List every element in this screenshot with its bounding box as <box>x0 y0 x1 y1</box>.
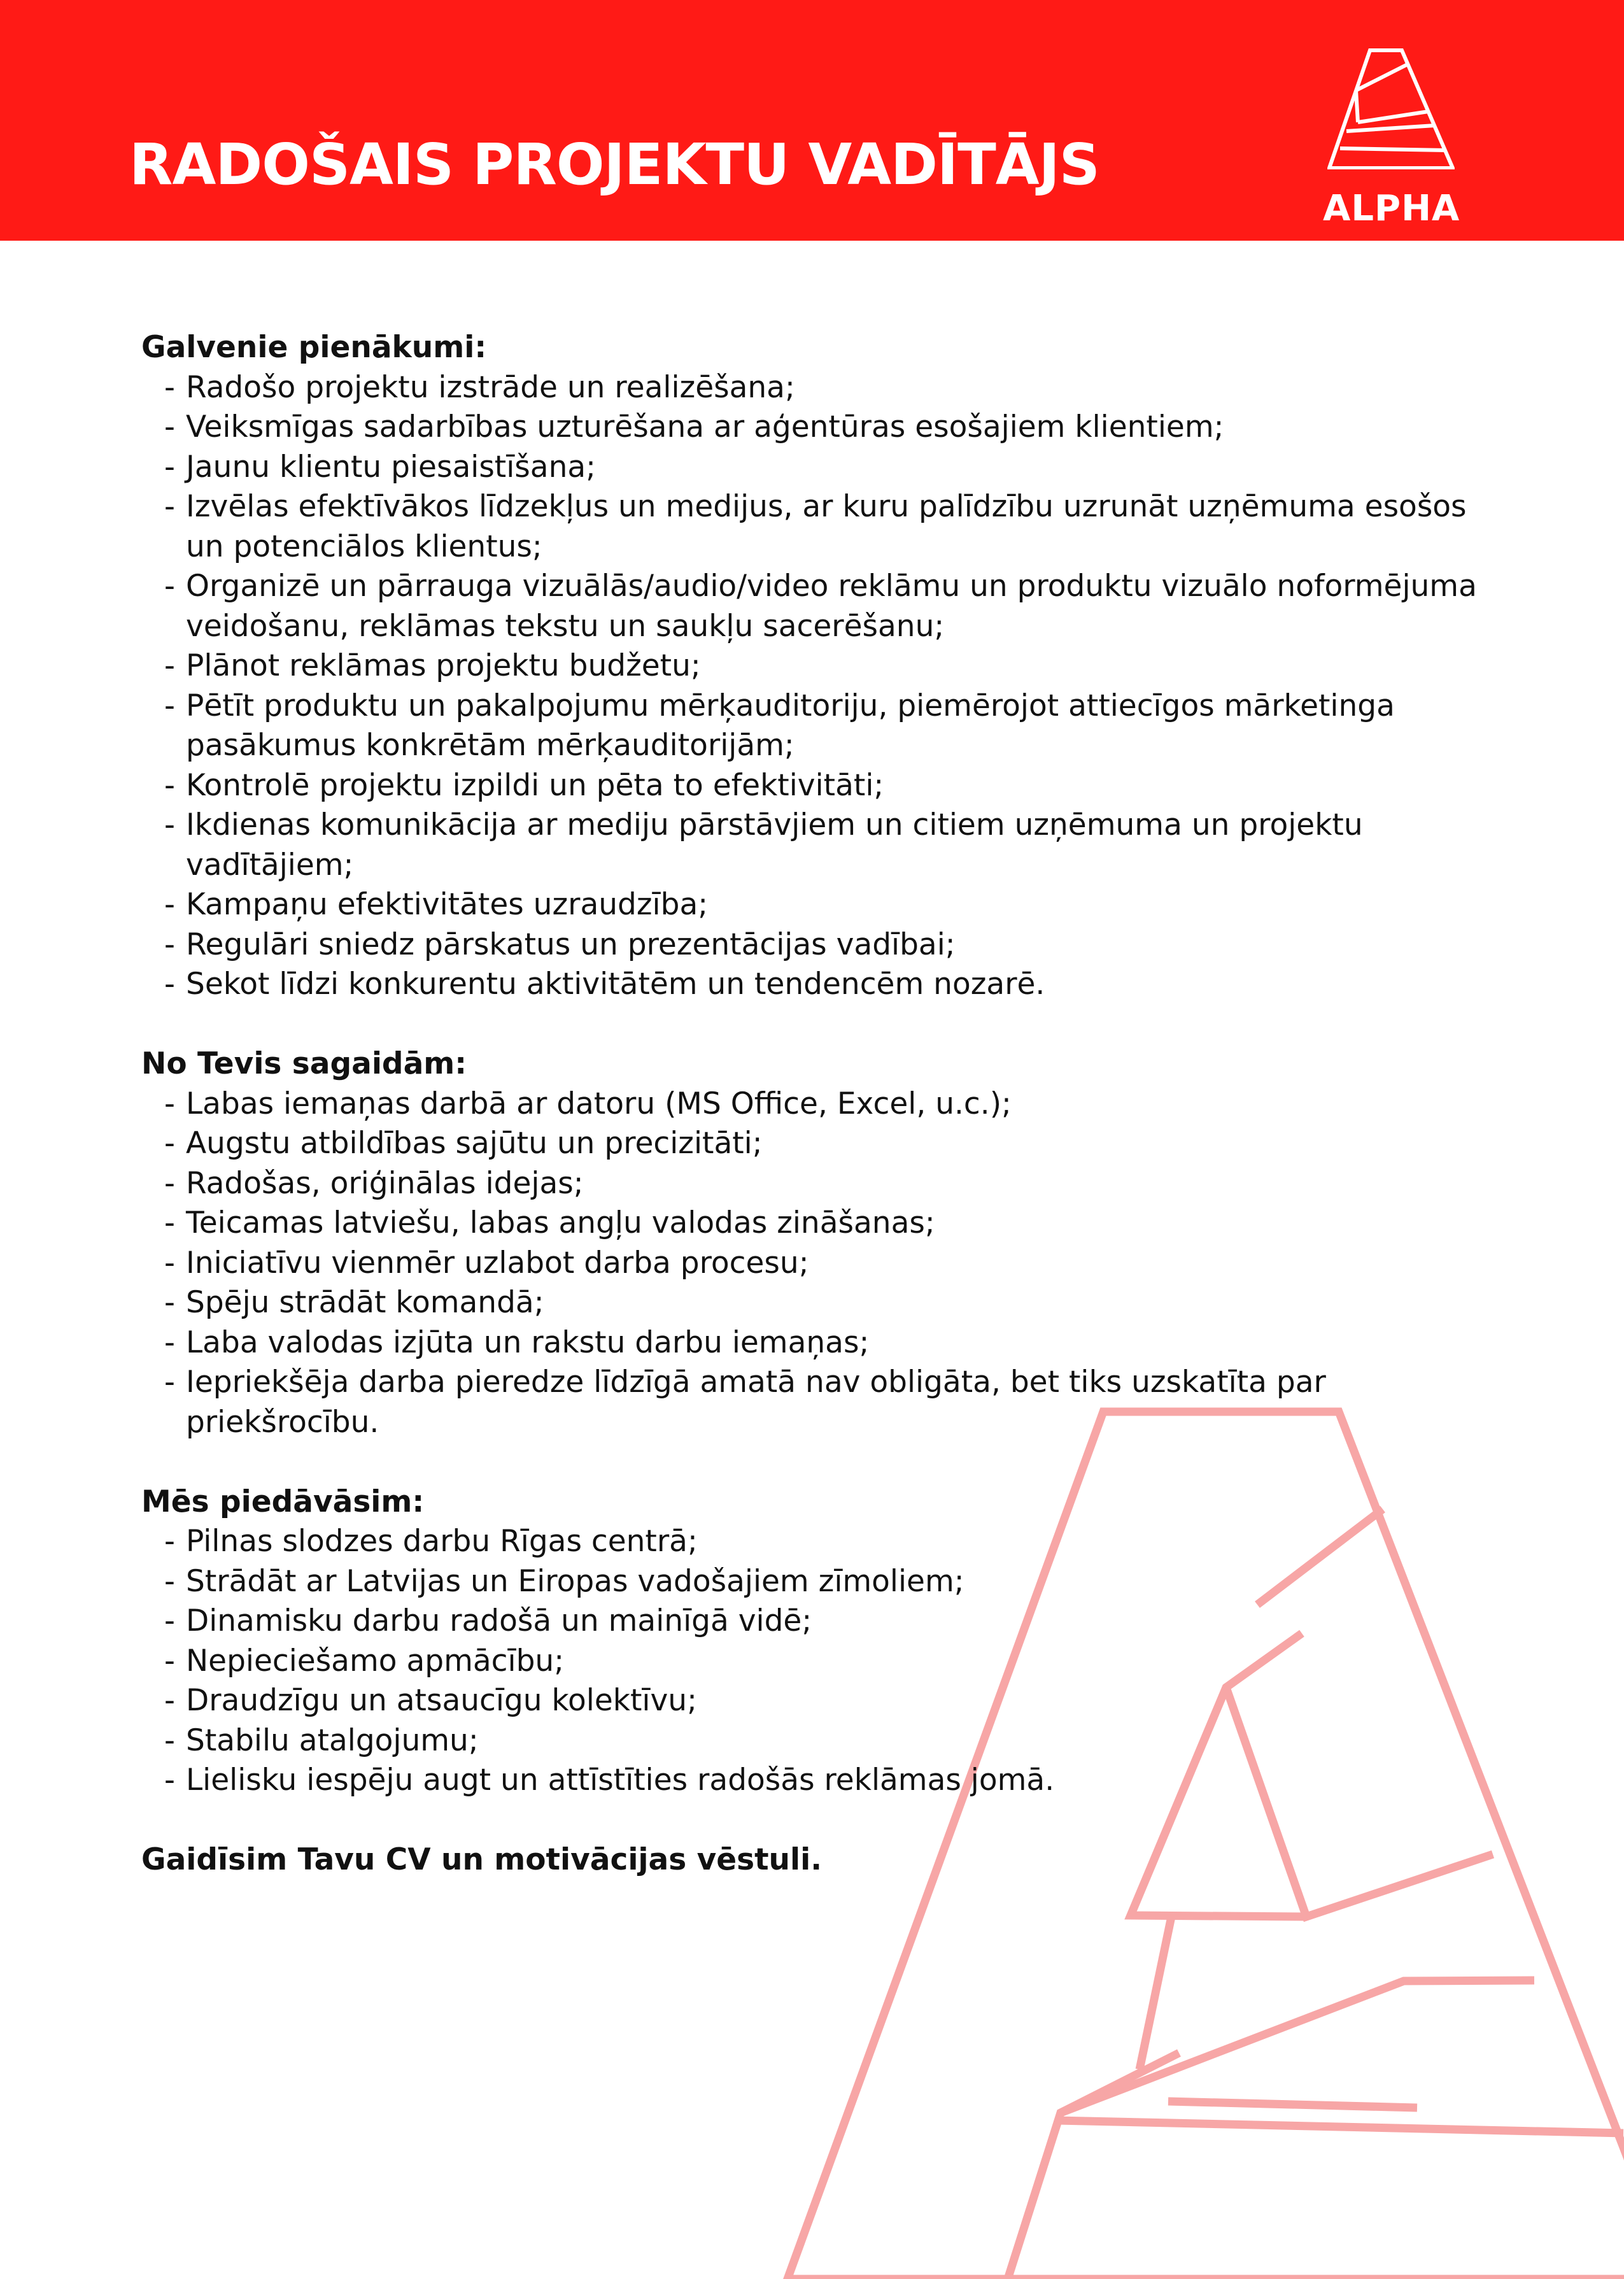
list-item: - Laba valodas izjūta un rakstu darbu iemaņas; <box>164 1324 870 1360</box>
list-item: - Teicamas latviešu, labas angļu valodas zināšanas; <box>164 1205 935 1240</box>
list-item: - Iniciatīvu vienmēr uzlabot darba procesu; <box>164 1245 809 1281</box>
list-item: - Plānot reklāmas projektu budžetu; <box>164 648 701 683</box>
list-item: - Sekot līdzi konkurentu aktivitātēm un tendencēm nozarē. <box>164 967 1045 1002</box>
list-item: - Kontrolē projektu izpildi un pēta to efektivitāti; <box>164 767 884 803</box>
list-item: - Kampaņu efektivitātes uzraudzība; <box>164 887 709 922</box>
section-requirements <box>141 1044 1504 1442</box>
list-item: - Nepieciešamo apmācību; <box>164 1643 565 1679</box>
section-offer <box>141 1482 1504 1801</box>
offer-list <box>141 1522 1504 1801</box>
header-banner <box>0 0 1624 241</box>
list-item: - Iepriekšēja darba pieredze līdzīgā amatā nav obligāta, bet tiks uzskatīta par priekšrocību. <box>164 1365 1326 1440</box>
closing-call-to-action: Gaidīsim Tavu CV un motivācijas vēstuli. <box>141 1842 823 1877</box>
list-item: - Strādāt ar Latvijas un Eiropas vadošajiem zīmoliem; <box>164 1563 964 1599</box>
list-item: - Organizē un pārrauga vizuālās/audio/video reklāmu un produktu vizuālo noformējuma veidošanu, reklāmas tekstu un saukļu sacerēšanu; <box>164 569 1477 644</box>
section-heading: Galvenie pienākumi: <box>141 330 487 365</box>
responsibilities-list <box>141 368 1504 1005</box>
list-item: - Spēju strādāt komandā; <box>164 1285 544 1320</box>
list-item: - Pētīt produktu un pakalpojumu mērķauditoriju, piemērojot attiecīgos mārketinga pasākumus konkrētām mērķauditorijām; <box>164 688 1395 763</box>
list-item: - Draudzīgu un atsaucīgu kolektīvu; <box>164 1683 697 1718</box>
list-item: - Dinamisku darbu radošā un mainīgā vidē; <box>164 1603 812 1638</box>
list-item: - Jaunu klientu piesaistīšana; <box>164 449 597 485</box>
list-item: - Augstu atbildības sajūtu un precizitāti; <box>164 1126 763 1161</box>
alpha-a-logo-icon <box>1327 48 1455 169</box>
list-item: - Izvēlas efektīvākos līdzekļus un medijus, ar kuru palīdzību uzrunāt uzņēmuma esošos un potenciālos klientus; <box>164 489 1467 564</box>
section-responsibilities <box>141 328 1504 1005</box>
section-heading: Mēs piedāvāsim: <box>141 1484 425 1519</box>
list-item: - Regulāri sniedz pārskatus un prezentācijas vadībai; <box>164 927 956 962</box>
requirements-list <box>141 1084 1504 1443</box>
job-description <box>141 328 1504 1880</box>
list-item: - Ikdienas komunikācija ar mediju pārstāvjiem un citiem uzņēmuma un projektu vadītājiem; <box>164 807 1363 883</box>
list-item: - Pilnas slodzes darbu Rīgas centrā; <box>164 1524 698 1559</box>
list-item: - Stabilu atalgojumu; <box>164 1722 479 1758</box>
list-item: - Labas iemaņas darbā ar datoru (MS Office, Excel, u.c.); <box>164 1086 1012 1121</box>
alpha-logo-text: ALPHA <box>1323 188 1460 229</box>
job-title: RADOŠAIS PROJEKTU VADĪTĀJS <box>129 131 1099 197</box>
list-item: - Lielisku iespēju augt un attīstīties radošās reklāmas jomā. <box>164 1763 1055 1798</box>
section-heading: No Tevis sagaidām: <box>141 1046 467 1081</box>
list-item: - Radošas, oriģinālas idejas; <box>164 1165 584 1201</box>
list-item: - Radošo projektu izstrāde un realizēšana; <box>164 369 795 405</box>
list-item: - Veiksmīgas sadarbības uzturēšana ar aģentūras esošajiem klientiem; <box>164 409 1224 444</box>
